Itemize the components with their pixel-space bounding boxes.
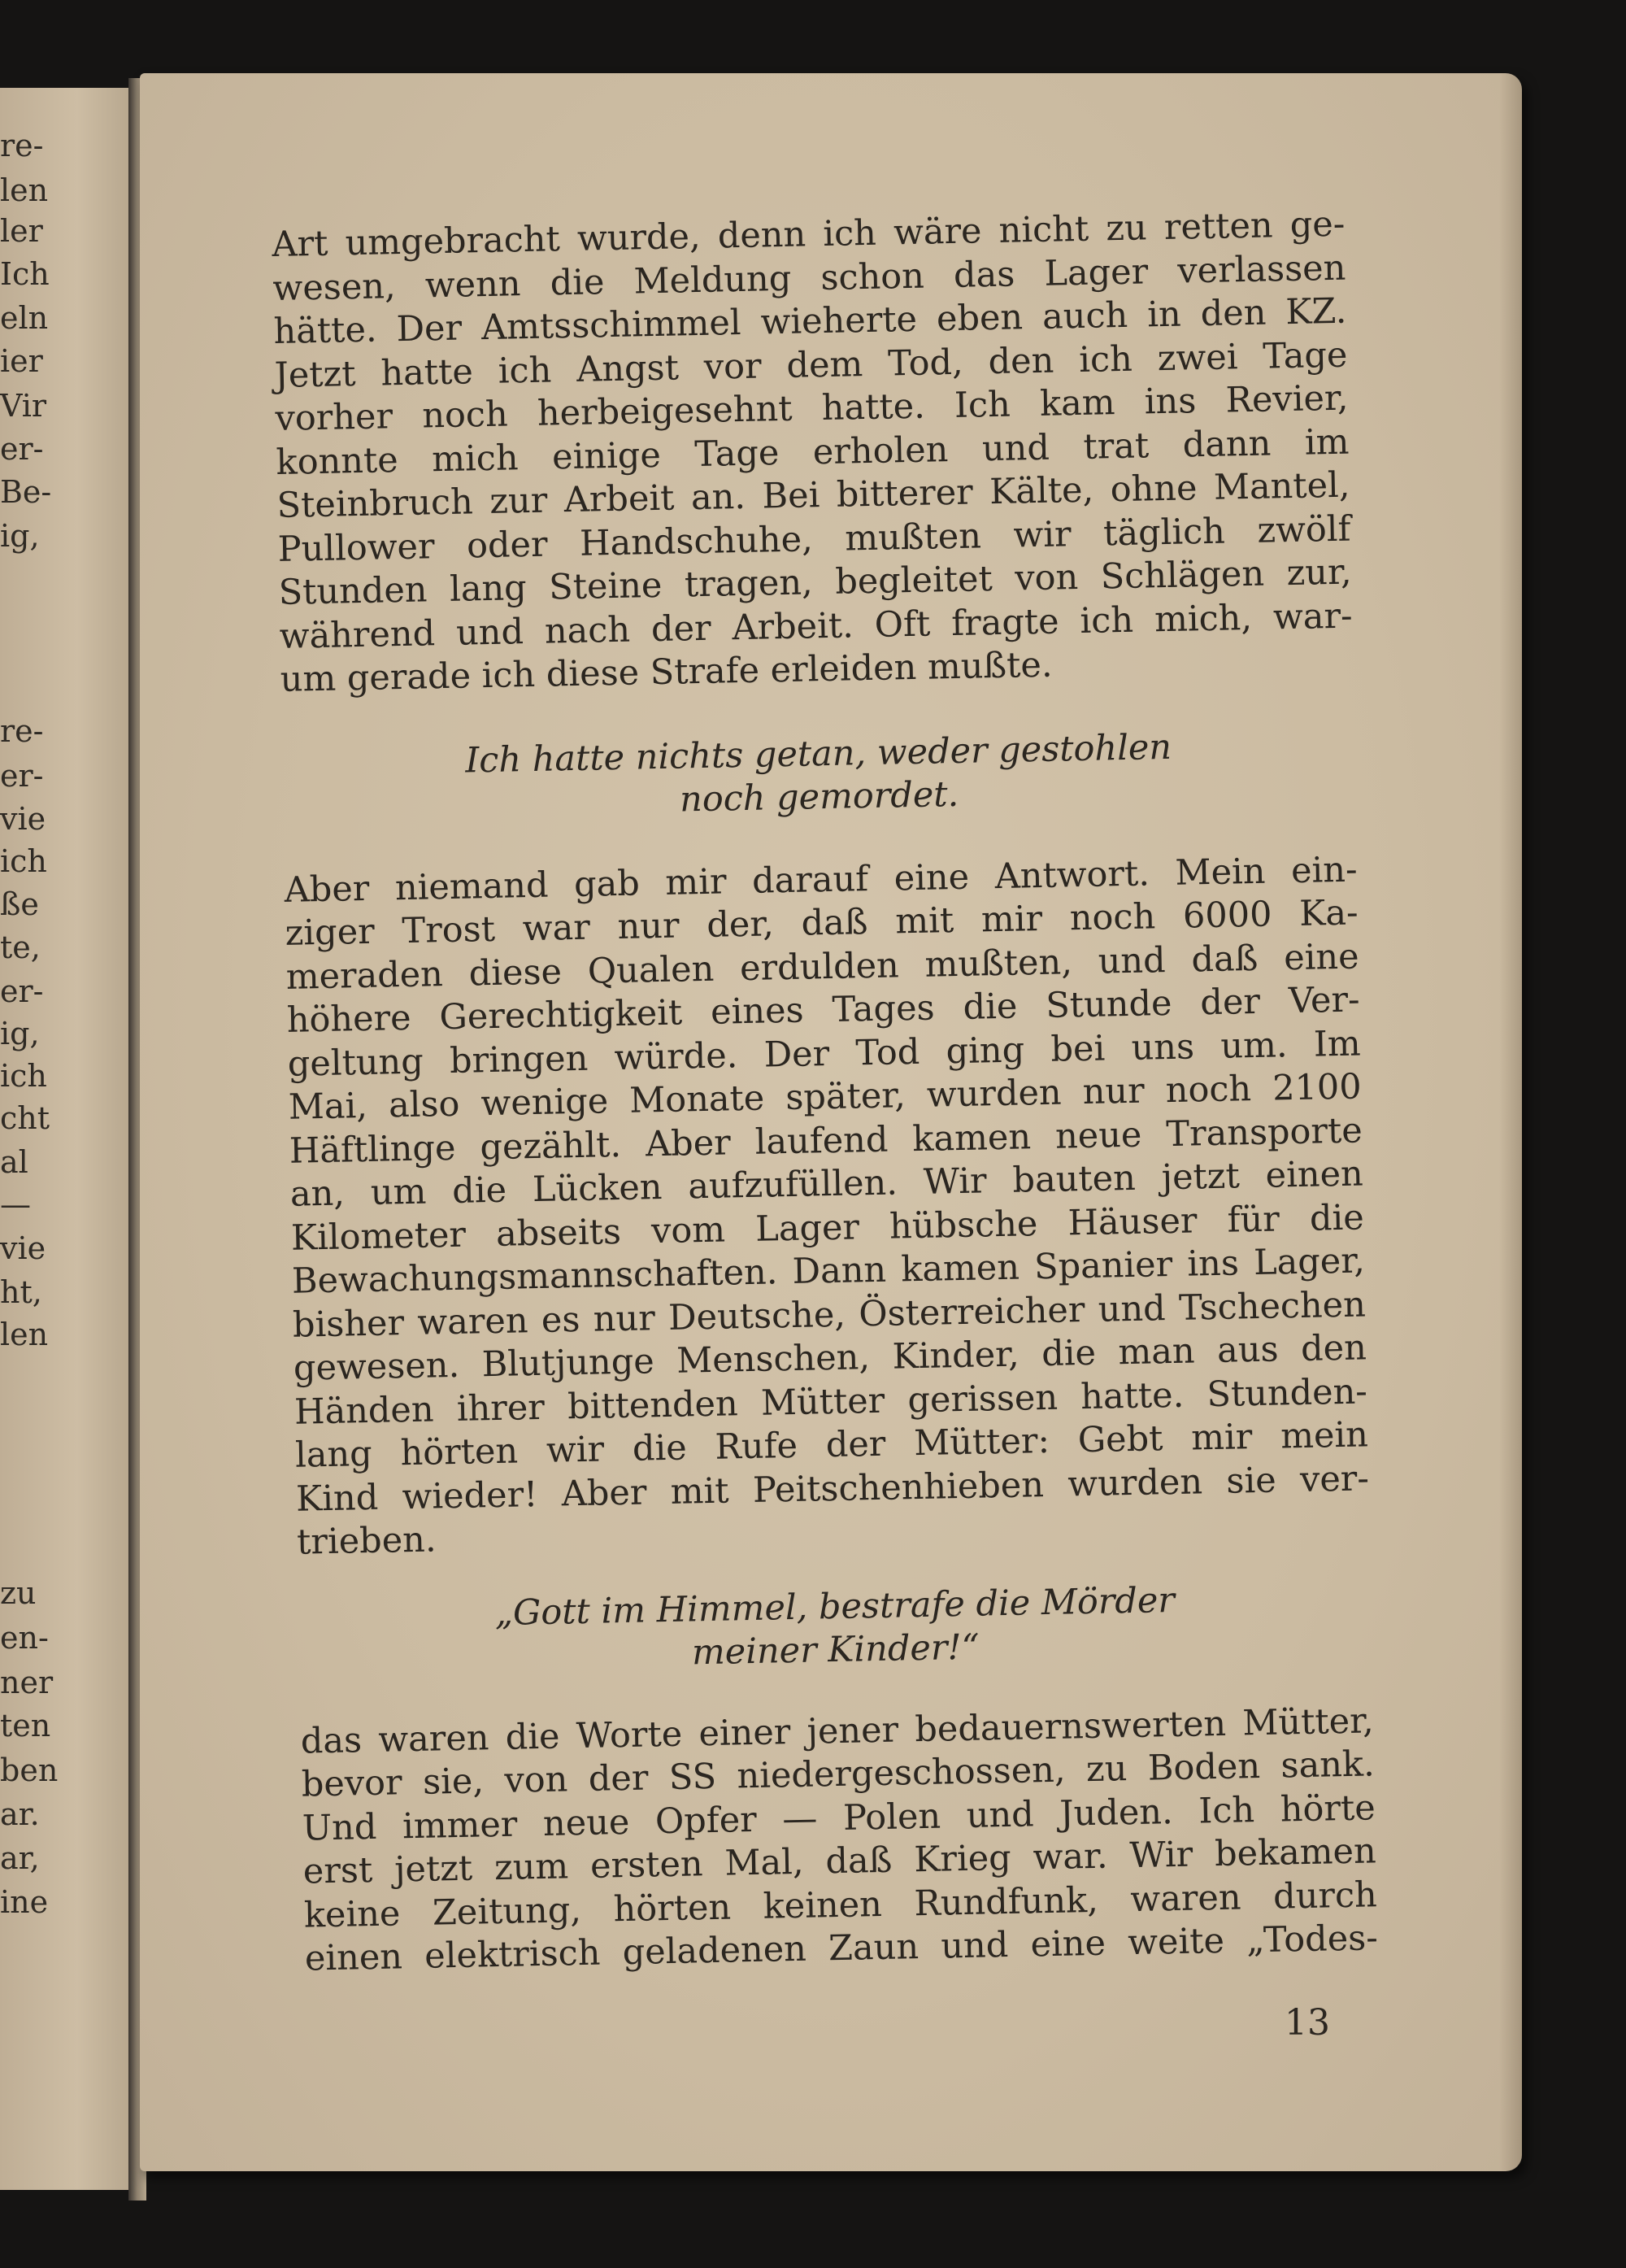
previous-page-fragment: ich <box>0 1058 47 1094</box>
text-line: während und nach der Arbeit. Oft fragte ich mich, war- <box>279 595 1353 657</box>
previous-page-fragment: ner <box>0 1665 54 1700</box>
text-line: an, um die Lücken aufzufüllen. Wir bauten jetzt einen <box>289 1153 1364 1215</box>
previous-page-fragment: al <box>0 1144 28 1180</box>
previous-page-fragment: ten <box>0 1708 51 1743</box>
text-line: einen elektrisch geladenen Zaun und eine weite „Todes- <box>304 1918 1379 1979</box>
previous-page-fragment: ar. <box>0 1796 40 1832</box>
text-line: Stunden lang Steine tragen, begleitet von Schlägen zur, <box>278 551 1352 613</box>
previous-page-fragment: — <box>0 1186 31 1222</box>
text-line: Kilometer abseits vom Lager hübsche Häuser für die <box>290 1196 1365 1259</box>
text-line: konnte mich einige Tage erholen und trat dann im <box>276 421 1350 483</box>
previous-page-fragment: en- <box>0 1620 49 1656</box>
text-line: keine Zeitung, hörten keinen Rundfunk, waren durch <box>303 1874 1378 1936</box>
text-line: Bewachungsmannschaften. Dann kamen Spanier ins Lager, <box>291 1240 1366 1302</box>
previous-page-fragment: ht, <box>0 1274 42 1310</box>
previous-page-fragment: ich <box>0 843 47 879</box>
previous-page <box>0 88 128 2190</box>
previous-page-fragment: ben <box>0 1752 59 1788</box>
text-line: Händen ihrer bittenden Mütter gerissen hatte. Stunden- <box>293 1370 1368 1433</box>
previous-page-fragment: ig, <box>0 1016 40 1051</box>
previous-page-fragment: te, <box>0 929 41 965</box>
text-line: Pullower oder Handschuhe, mußten wir täglich zwölf <box>277 508 1351 570</box>
text-line: höhere Gerechtigkeit eines Tages die Stunde der Ver- <box>286 979 1361 1041</box>
text-line: Häftlinge gezählt. Aber laufend kamen neue Transporte <box>289 1109 1363 1172</box>
previous-page-fragment: vie <box>0 801 46 837</box>
text-line: erst jetzt zum ersten Mal, daß Krieg war. Wir bekamen <box>302 1831 1377 1892</box>
previous-page-fragment: re- <box>0 713 44 749</box>
text-line: um gerade ich diese Strafe erleiden mußte. <box>280 644 1053 700</box>
text-line: Jetzt hatte ich Angst vor dem Tod, den ich zwei Tage <box>274 334 1348 396</box>
text-line: hätte. Der Amtsschimmel wieherte eben auch in den KZ. <box>273 290 1347 352</box>
previous-page-fragment: vie <box>0 1230 46 1266</box>
text-line: bisher waren es nur Deutsche, Österreicher und Tschechen <box>292 1283 1367 1346</box>
text-line: Aber niemand gab mir darauf eine Antwort. Mein ein- <box>284 849 1358 911</box>
previous-page-fragment: Vir <box>0 388 47 424</box>
text-line: Art umgebracht wurde, denn ich wäre nicht zu retten ge- <box>272 203 1346 265</box>
text-line: Und immer neue Opfer — Polen und Juden. Ich hörte <box>302 1787 1376 1849</box>
text-line: Steinbruch zur Arbeit an. Bei bitterer Kälte, ohne Mantel, <box>276 464 1350 526</box>
paragraph-3 <box>300 1700 1378 1981</box>
book-page <box>140 73 1522 2171</box>
previous-page-fragment: er- <box>0 758 44 794</box>
text-line: bevor sie, von der SS niedergeschossen, zu Boden sank. <box>301 1743 1376 1805</box>
previous-page-fragment: er- <box>0 431 44 467</box>
page-edge-shadow <box>1499 73 1522 2171</box>
previous-page-fragment: ar, <box>0 1840 40 1876</box>
text-line: ziger Trost war nur der, daß mit mir noch 6000 Ka- <box>285 892 1359 954</box>
paragraph-2 <box>284 848 1370 1565</box>
text-line: Kind wieder! Aber mit Peitschenhieben wurden sie ver- <box>295 1457 1370 1520</box>
text-line: vorher noch herbeigesehnt hatte. Ich kam ins Revier, <box>275 377 1349 439</box>
previous-page-fragment: re- <box>0 128 44 163</box>
previous-page-fragment: Ich <box>0 256 50 292</box>
previous-page-fragment: eln <box>0 300 49 336</box>
previous-page-fragment: ler <box>0 213 43 249</box>
previous-page-fragment: zu <box>0 1575 37 1611</box>
text-line: noch gemordet. <box>679 773 959 821</box>
previous-page-fragment: ier <box>0 343 43 379</box>
text-line: meraden diese Qualen erdulden mußten, und daß eine <box>285 935 1360 998</box>
previous-page-fragment: Be- <box>0 474 52 510</box>
text-line: gewesen. Blutjunge Menschen, Kinder, die man aus den <box>293 1327 1367 1389</box>
text-line: wesen, wenn die Meldung schon das Lager verlassen <box>272 247 1346 309</box>
text-line: Mai, also wenige Monate später, wurden nur noch 2100 <box>288 1066 1363 1128</box>
previous-page-fragment: ße <box>0 886 39 922</box>
previous-page-fragment: cht <box>0 1100 50 1136</box>
paragraph-1 <box>272 203 1354 703</box>
previous-page-fragment: ine <box>0 1884 49 1920</box>
page-number: 13 <box>1285 2002 1330 2044</box>
text-line: das waren die Worte einer jener bedauernswerten Mütter, <box>300 1700 1375 1762</box>
text-line: „Gott im Himmel, bestrafe die Mörder <box>494 1579 1176 1634</box>
text-line: meiner Kinder!“ <box>691 1626 980 1674</box>
previous-page-fragment: len <box>0 172 49 208</box>
text-line: trieben. <box>296 1519 437 1563</box>
text-line: lang hörten wir die Rufe der Mütter: Gebt mir mein <box>294 1414 1369 1476</box>
text-line: Ich hatte nichts getan, weder gestohlen <box>464 726 1172 781</box>
text-line: geltung bringen würde. Der Tod ging bei uns um. Im <box>287 1022 1362 1085</box>
previous-page-fragment: len <box>0 1317 49 1352</box>
page-text <box>272 203 1378 1981</box>
previous-page-fragment: ig, <box>0 518 40 554</box>
previous-page-fragment: er- <box>0 973 44 1009</box>
